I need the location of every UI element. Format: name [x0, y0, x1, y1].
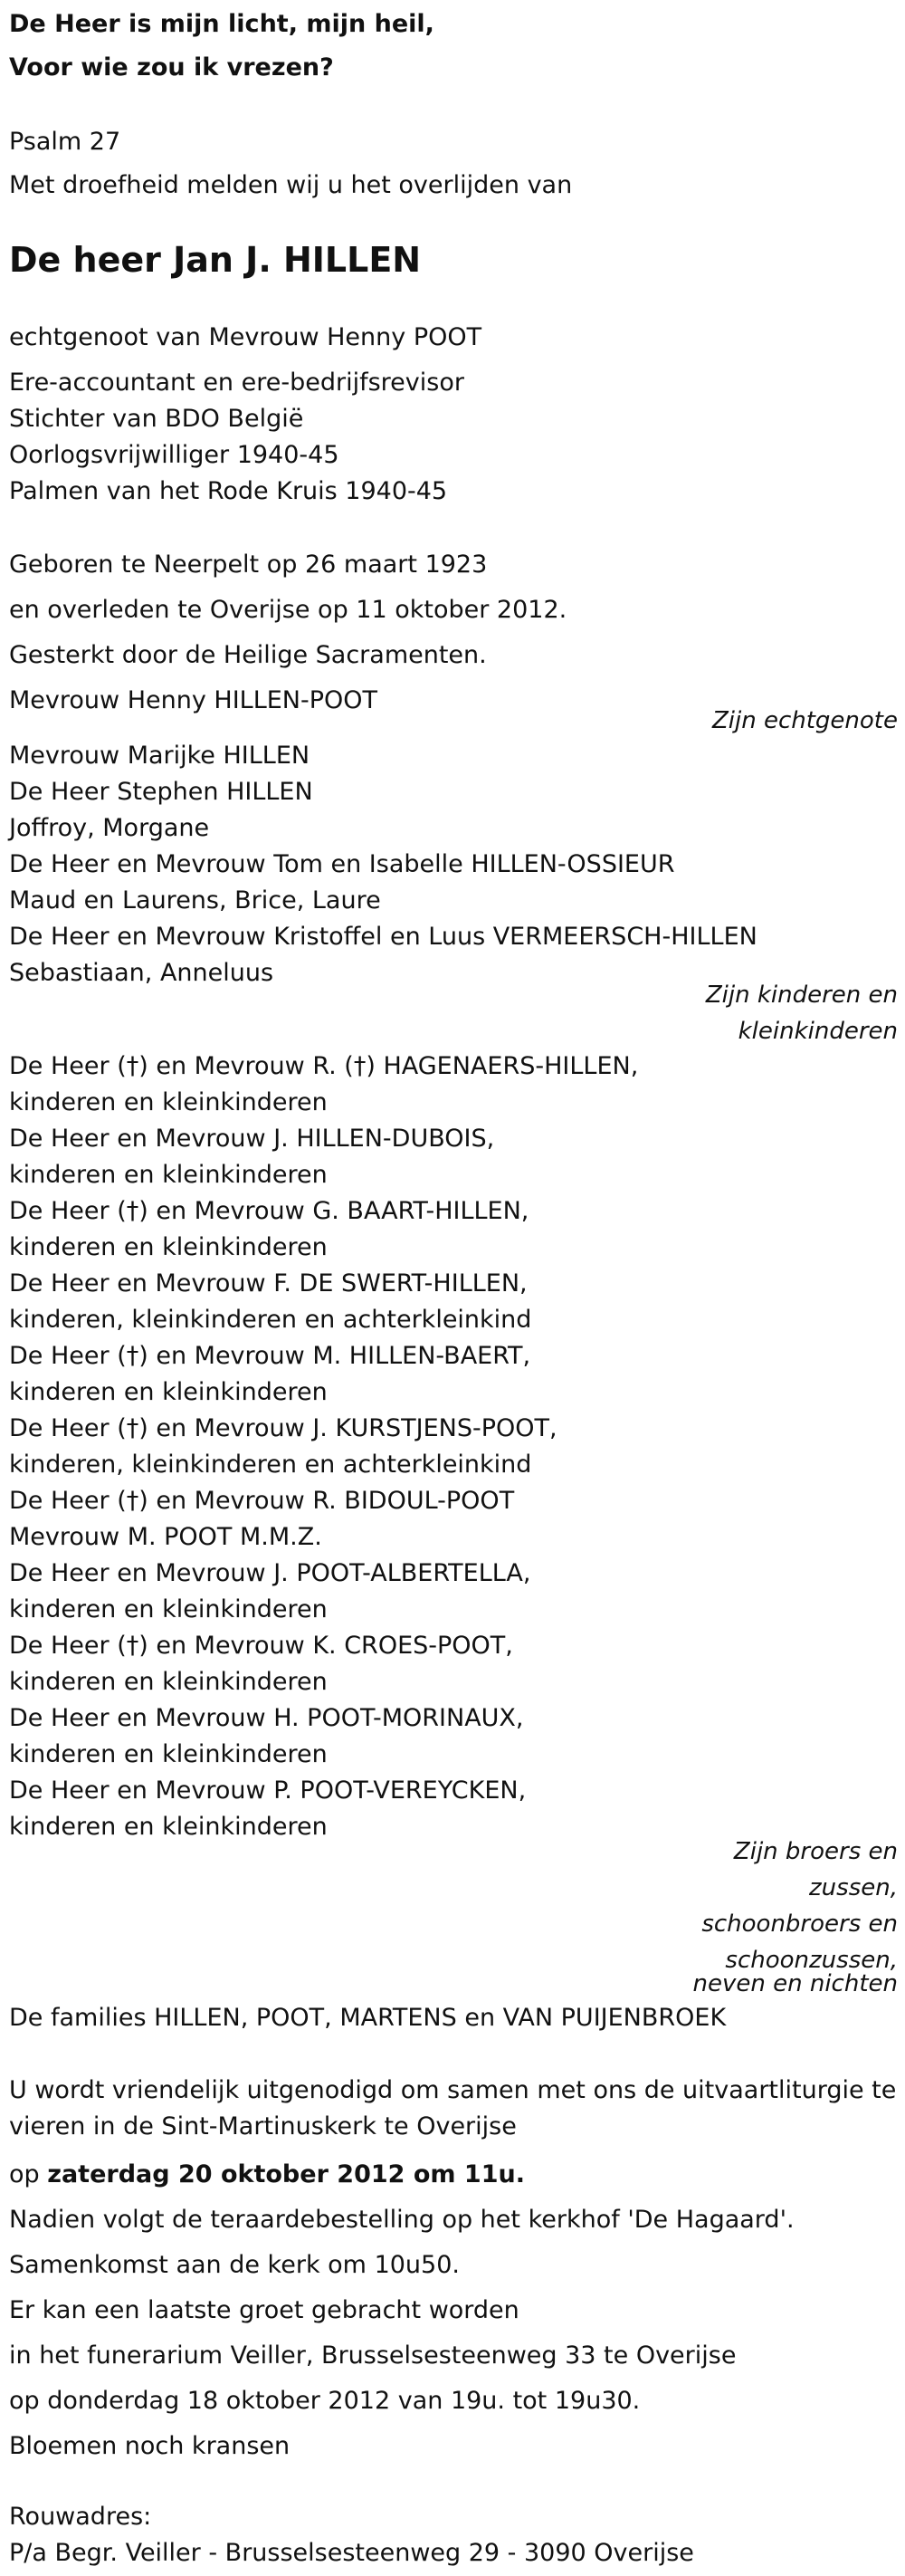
siblings-role [445, 1834, 898, 2002]
sibling-line: kinderen en kleinkinderen [9, 1813, 328, 1841]
sibling-line: De Heer (†) en Mevrouw M. HILLEN-BAERT, [9, 1342, 531, 1370]
sibling-line: De Heer en Mevrouw J. POOT-ALBERTELLA, [9, 1559, 531, 1587]
title-line: Oorlogsvrijwilliger 1940-45 [9, 441, 339, 469]
sibling-line: kinderen en kleinkinderen [9, 1668, 328, 1696]
sibling-line: De Heer en Mevrouw H. POOT-MORINAUX, [9, 1704, 524, 1732]
sibling-line: Mevrouw M. POOT M.M.Z. [9, 1523, 322, 1551]
title-line: Palmen van het Rode Kruis 1940-45 [9, 477, 448, 505]
address-label: Rouwadres: [9, 2503, 152, 2531]
farewell-line: Er kan een laatste groet gebracht worden [9, 2296, 519, 2324]
sibling-line: De Heer en Mevrouw P. POOT-VEREYCKEN, [9, 1776, 527, 1805]
sibling-line: kinderen en kleinkinderen [9, 1595, 328, 1623]
role-line: zussen, [809, 1874, 898, 1901]
title-line: Ere-accountant en ere-bedrijfsrevisor [9, 369, 464, 397]
role-line: neven en nichten [692, 1970, 898, 1997]
role-line: schoonzussen, [725, 1947, 898, 1974]
role-line: Zijn kinderen en [705, 982, 898, 1009]
child-line: De Heer Stephen HILLEN [9, 778, 313, 806]
sibling-line: kinderen en kleinkinderen [9, 1233, 328, 1261]
child-line: Joffroy, Morgane [9, 814, 210, 842]
role-line: kleinkinderen [738, 1018, 898, 1045]
families-line: De families HILLEN, POOT, MARTENS en VAN PUIJENBROEK [9, 2004, 727, 2032]
sibling-line: kinderen en kleinkinderen [9, 1378, 328, 1406]
children-role [445, 977, 898, 1049]
sibling-line: De Heer en Mevrouw J. HILLEN-DUBOIS, [9, 1125, 495, 1153]
date-prefix: op [9, 2160, 48, 2188]
birth-line: Geboren te Neerpelt op 26 maart 1923 [9, 551, 488, 579]
role-line: Zijn broers en [733, 1838, 898, 1865]
death-line: en overleden te Overijse op 11 oktober 2012. [9, 596, 567, 624]
gathering-line: Samenkomst aan de kerk om 10u50. [9, 2251, 460, 2279]
child-line: De Heer en Mevrouw Tom en Isabelle HILLEN-OSSIEUR [9, 850, 675, 878]
child-line: Sebastiaan, Anneluus [9, 959, 274, 987]
sibling-line: kinderen en kleinkinderen [9, 1088, 328, 1116]
sibling-line: De Heer (†) en Mevrouw K. CROES-POOT, [9, 1632, 513, 1660]
psalm-reference: Psalm 27 [9, 128, 121, 156]
invitation-line: vieren in de Sint-Martinuskerk te Overijse [9, 2112, 517, 2140]
mourning-address: P/a Begr. Veiller - Brusselsesteenweg 29 - 3090 Overijse [9, 2539, 694, 2567]
sibling-line: kinderen en kleinkinderen [9, 1161, 328, 1189]
invitation-line: U wordt vriendelijk uitgenodigd om samen met ons de uitvaartliturgie te [9, 2076, 897, 2104]
role-line: schoonbroers en [701, 1910, 898, 1938]
widow-role [445, 703, 898, 739]
no-flowers-line: Bloemen noch kransen [9, 2432, 291, 2460]
sibling-line: De Heer (†) en Mevrouw R. (†) HAGENAERS-HILLEN, [9, 1052, 639, 1080]
sibling-line: De Heer en Mevrouw F. DE SWERT-HILLEN, [9, 1269, 528, 1298]
sacraments-line: Gesterkt door de Heilige Sacramenten. [9, 641, 487, 669]
sibling-line: De Heer (†) en Mevrouw J. KURSTJENS-POOT, [9, 1414, 557, 1442]
intro-text: Met droefheid melden wij u het overlijden van [9, 171, 573, 199]
sibling-line: kinderen, kleinkinderen en achterkleinkind [9, 1306, 532, 1334]
child-line: Mevrouw Marijke HILLEN [9, 742, 310, 770]
spouse-line: echtgenoot van Mevrouw Henny POOT [9, 323, 482, 351]
verse-line-1: De Heer is mijn licht, mijn heil, [9, 10, 434, 38]
deceased-name: De heer Jan J. HILLEN [9, 240, 422, 280]
burial-line: Nadien volgt de teraardebestelling op het kerkhof 'De Hagaard'. [9, 2206, 795, 2234]
widow-name: Mevrouw Henny HILLEN-POOT [9, 686, 378, 714]
role-line: Zijn echtgenote [711, 707, 898, 734]
sibling-line: kinderen en kleinkinderen [9, 1740, 328, 1768]
service-date [9, 2157, 525, 2193]
farewell-line: op donderdag 18 oktober 2012 van 19u. tot 19u30. [9, 2387, 641, 2415]
child-line: De Heer en Mevrouw Kristoffel en Luus VERMEERSCH-HILLEN [9, 923, 757, 951]
sibling-line: kinderen, kleinkinderen en achterkleinkind [9, 1451, 532, 1479]
sibling-line: De Heer (†) en Mevrouw R. BIDOUL-POOT [9, 1487, 515, 1515]
title-line: Stichter van BDO België [9, 405, 304, 433]
date-bold: zaterdag 20 oktober 2012 om 11u. [47, 2160, 525, 2188]
verse-line-2: Voor wie zou ik vrezen? [9, 53, 334, 81]
farewell-line: in het funerarium Veiller, Brusselsesteenweg 33 te Overijse [9, 2341, 737, 2370]
sibling-line: De Heer (†) en Mevrouw G. BAART-HILLEN, [9, 1197, 529, 1225]
child-line: Maud en Laurens, Brice, Laure [9, 886, 381, 915]
